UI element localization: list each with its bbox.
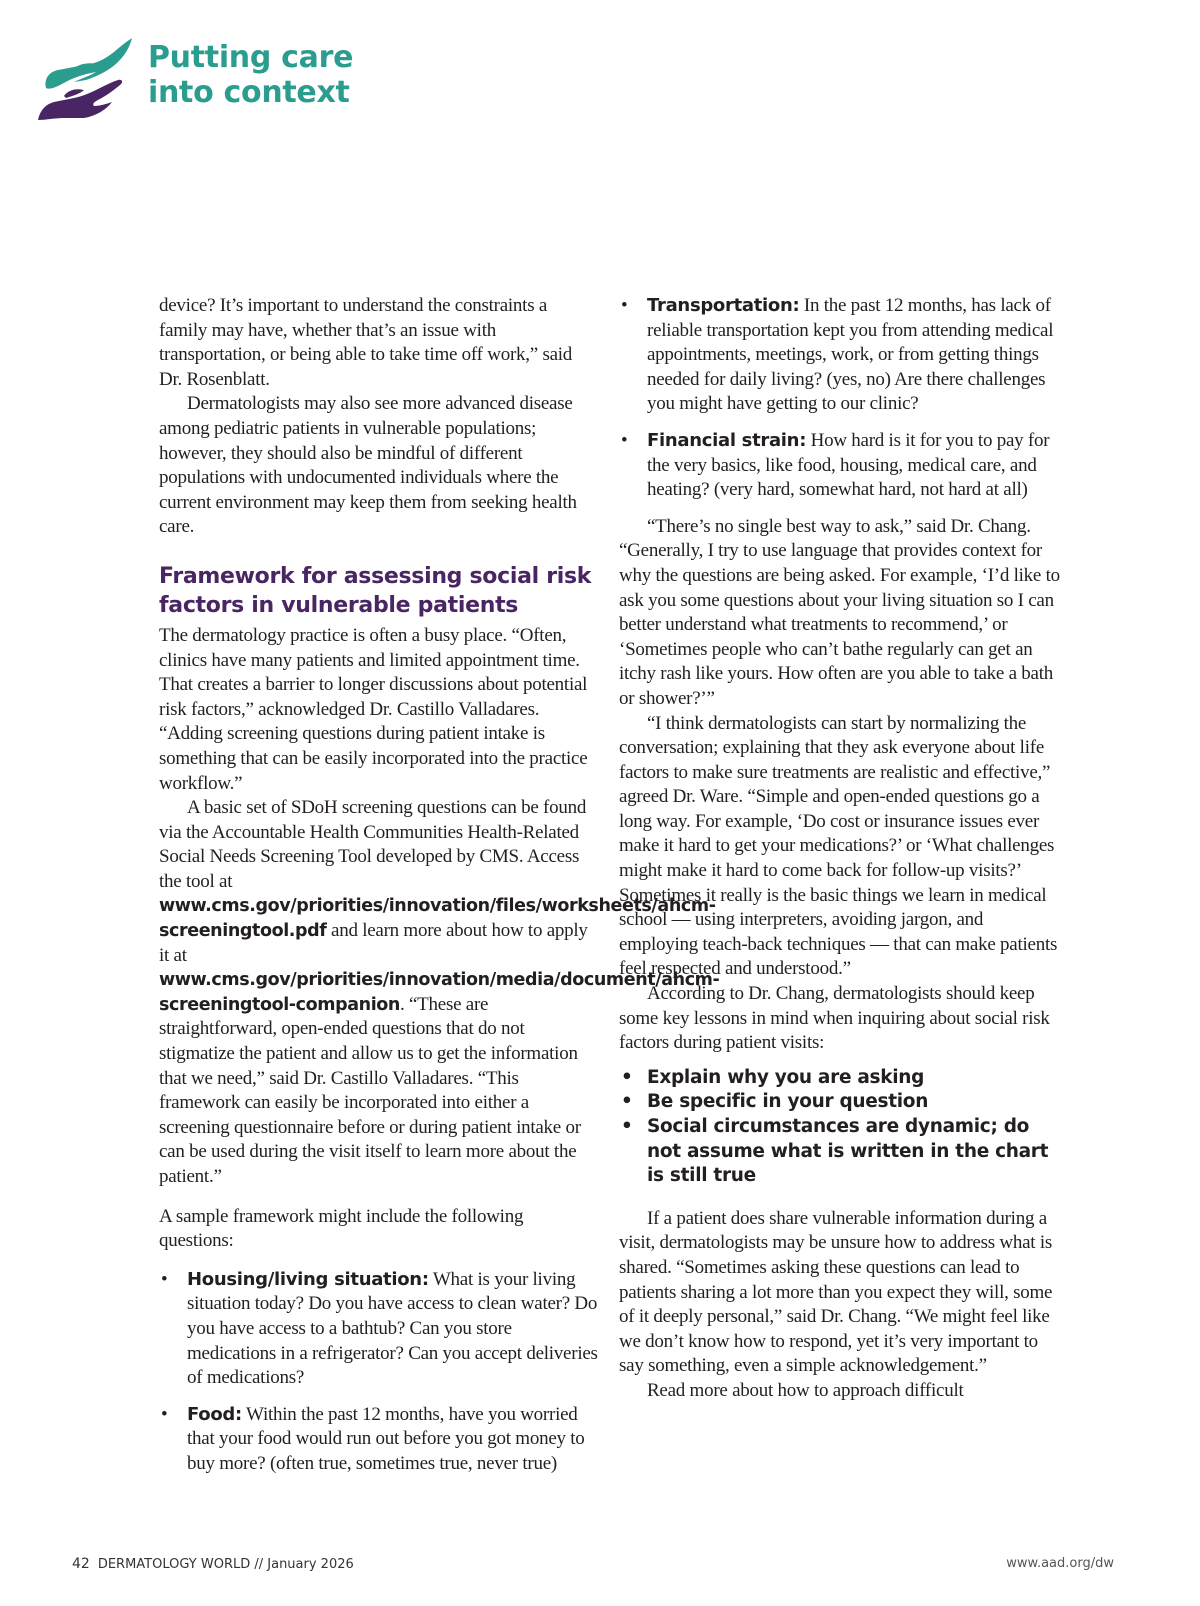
list-item <box>619 429 1063 503</box>
list-item <box>619 294 1063 417</box>
bullet-term: Housing/living situation: <box>187 1268 429 1290</box>
section-title <box>148 40 353 110</box>
left-column <box>159 294 720 1489</box>
bullet-text: How hard is it for you to pay for the very basics, like food, housing, medical care, and heating? (very hard, somewhat hard, not hard at all) <box>647 429 1050 501</box>
framework-questions-list-continued <box>619 294 1063 503</box>
bullet-term: Transportation: <box>647 295 800 316</box>
section-title-line2: into context <box>148 75 350 110</box>
paragraph: device? It’s important to understand the constraints a family may have, whether that’s an issue with transportation, or being able to take time off work,” said Dr. Rosenblatt. <box>159 295 573 390</box>
bullet-text: What is your living situation today? Do you have access to clean water? Do you have access to a bathtub? Can you store medications in a refrigerator? Can you accept deliveries of medications? <box>187 1268 598 1389</box>
paragraph: Dermatologists may also see more advanced disease among pediatric patients in vulnerable populations; however, they should also be mindful of different populations with undocumented individuals where the current environment may keep them from seeking health care. <box>159 393 577 538</box>
list-item <box>159 1403 599 1477</box>
paragraph: The dermatology practice is often a busy place. “Often, clinics have many patients and limited appointment time. That creates a barrier to longer discussions about potential risk factors,” acknowledged Dr. Castillo Valladares. “Adding screening questions during patient intake is something that can be easily incorporated into the practice workflow.” <box>159 624 588 794</box>
text-run: and learn more about how to apply it at <box>159 920 588 966</box>
framework-questions-list <box>159 1268 599 1477</box>
key-lessons-list <box>619 1066 1063 1189</box>
footer-publication <box>72 1556 354 1572</box>
section-title-line1: Putting care <box>148 40 354 75</box>
paragraph: A sample framework might include the following questions: <box>159 1205 524 1252</box>
list-item: • Explain why you are asking <box>619 1066 1063 1091</box>
framework-heading: Framework for assessing social risk factors in vulnerable patients <box>159 563 592 618</box>
bullet-text: Within the past 12 months, have you worried that your food would run out before you got money to buy more? (often true, sometimes true, never true) <box>187 1403 585 1474</box>
bullet-term: Financial strain: <box>647 429 807 451</box>
list-item <box>159 1268 599 1391</box>
publication-name: DERMATOLOGY WORLD // January 2026 <box>97 1557 354 1572</box>
cms-tool-link[interactable]: www.cms.gov/priorities/innovation/files/worksheets/ahcm-screeningtool.pdf <box>159 896 716 942</box>
list-item: • Social circumstances are dynamic; do not assume what is written in the chart is still true <box>619 1115 1063 1189</box>
right-column <box>619 294 1063 1404</box>
paragraph: “There’s no single best way to ask,” said Dr. Chang. “Generally, I try to use language that provides context for why the questions are being asked. For example, ‘I’d like to ask you some questions about your living situation so I can better understand what treatments to recommend,’ or ‘Sometimes people who can’t bathe regularly can get an itchy rash like yours. How often are you able to take a bath or shower?’” <box>619 515 1060 709</box>
footer-url[interactable]: www.aad.org/dw <box>1006 1556 1114 1571</box>
paragraph: “I think dermatologists can start by normalizing the conversation; explaining that they ask everyone about life factors to make sure treatments are realistic and effective,” agreed Dr. Ware. “Simple and open-ended questions go a long way. For example, ‘Do cost or insurance issues ever make it hard to get your medications?’ or ‘What challenges might make it hard to come back for follow-up visits?’ Sometimes it really is the basic things we learn in medical school — using interpreters, avoiding jargon, and employing teach-back techniques — that can make patients feel respected and understood.” <box>619 712 1058 980</box>
list-item: • Be specific in your question <box>619 1090 1063 1115</box>
paragraph-with-links <box>159 796 720 1190</box>
cms-companion-link[interactable]: www.cms.gov/priorities/innovation/media/document/ahcm-screeningtool-companion <box>159 970 720 1015</box>
bullet-term: Food: <box>187 1403 242 1425</box>
text-run: A basic set of SDoH screening questions can be found via the Accountable Health Communities Health-Related Social Needs Screening Tool developed by CMS. Access the tool at <box>159 797 587 892</box>
caring-hands-icon <box>34 34 138 124</box>
text-run: . “These are straightforward, open-ended questions that do not stigmatize the patient and allow us to get the information that we need,” said Dr. Castillo Valladares. “This framework can easily be incorporated into either a screening questionnaire before or during patient intake or can be used during the visit itself to learn more about the patient.” <box>159 993 581 1187</box>
bullet-text: In the past 12 months, has lack of reliable transportation kept you from attending medical appointments, meetings, work, or from getting things needed for daily living? (yes, no) Are there challenges you might have getting to our clinic? <box>647 295 1054 415</box>
page-number: 42 <box>72 1556 90 1572</box>
paragraph: If a patient does share vulnerable information during a visit, dermatologists may be unsure how to address what is shared. “Sometimes asking these questions can lead to patients sharing a lot more than you expect they will, some of it deeply personal,” said Dr. Chang. “We might feel like we don’t know how to respond, yet it’s very important to say something, even a simple acknowledgement.” <box>619 1207 1053 1377</box>
paragraph: According to Dr. Chang, dermatologists should keep some key lessons in mind when inquiring about social risk factors during patient visits: <box>619 983 1050 1054</box>
paragraph: Read more about how to approach difficult <box>647 1379 964 1401</box>
